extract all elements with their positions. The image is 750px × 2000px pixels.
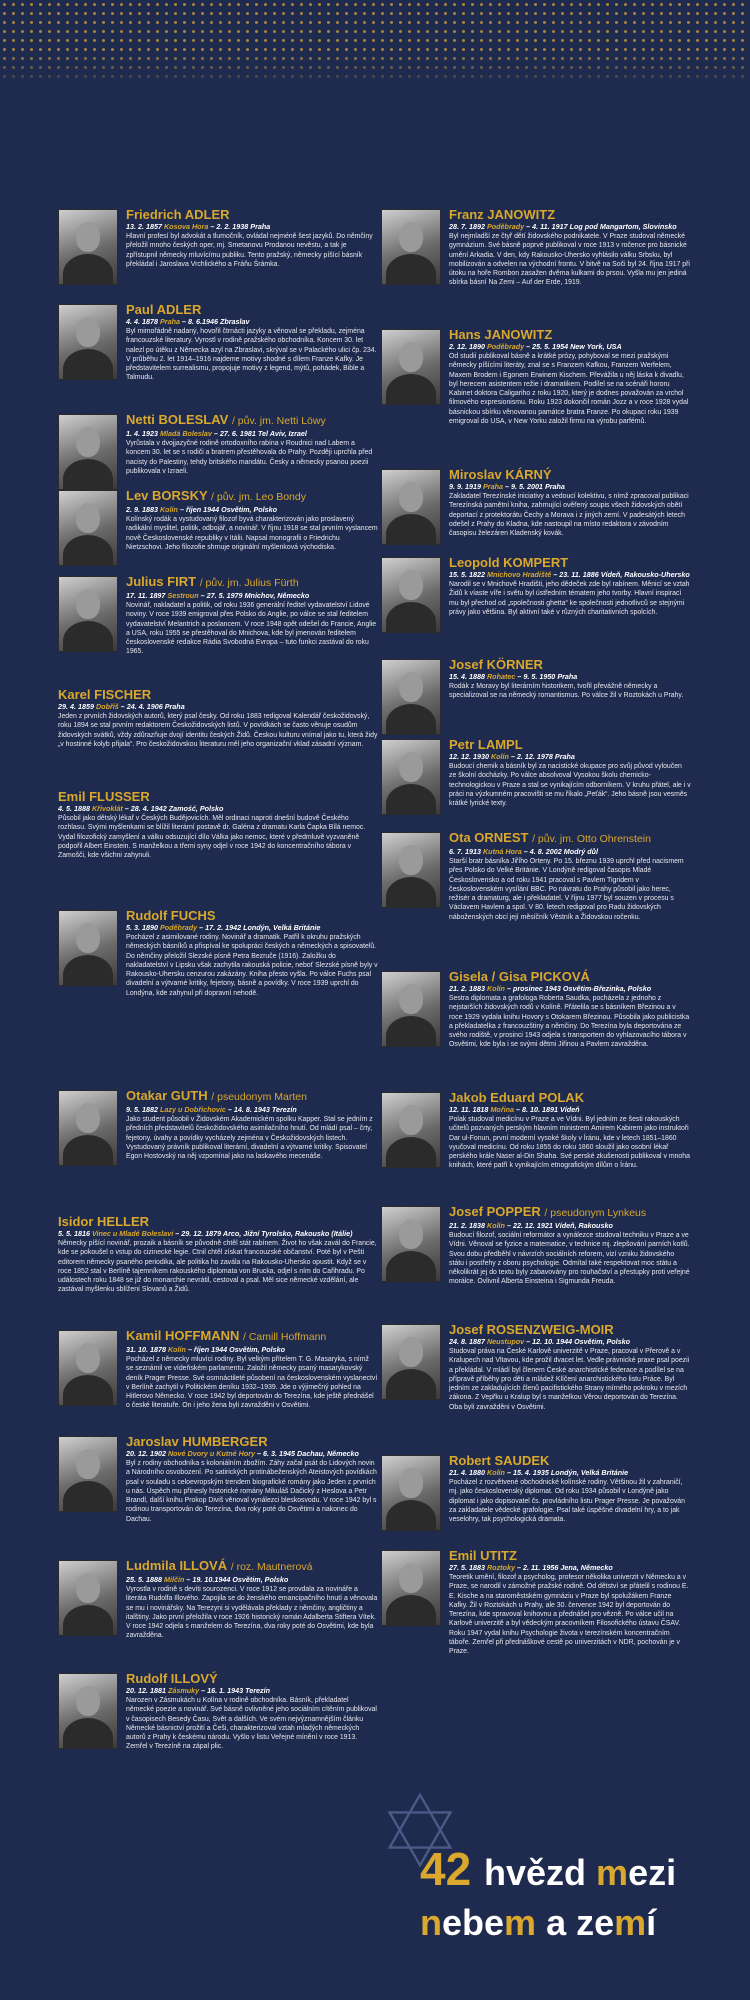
title-number: 42 [420,1843,472,1895]
life-dates: 24. 8. 1887 Neustupov – 12. 10. 1944 Osvětim, Polsko [449,1337,631,1346]
biography-entry [381,969,691,1090]
biography-text: Jeden z prvních židovských autorů, který psal česky. Od roku 1883 redigoval Kalendář českožidovský, roku 1894 se stal prvním redaktorem Českožidovských listů. V povídkách se často věnuje osudům židovských svátků, vždy zdůrazňuje dvojí identitu českých Židů. Českou kulturu vnímal jako tu, která židy „v hostinné kolyb přijala“. Pro českožidovskou literaturu měl jeho organizační vklad zásadní význam. [58,713,378,748]
biography-entry [381,830,691,969]
person-name: Gisela / Gisa PICKOVÁ [449,969,590,984]
right-column [381,207,691,1722]
person-name: Josef KÖRNER [449,657,543,672]
left-column [58,207,378,1797]
biography-text: Teoretik umění, filozof a psycholog, profesor několika univerzit v Německu a v Praze, se narodil v zámožné pražské rodině. Od dětství se přátelil s rodinou E. E. Kische a na staroměstském gymnáziu v Praze byl spolužákem Franze Kafky. Žil v Roztokách u Prahy, ale 30. července 1942 byl deportován do Terezína, kde spravoval knihovnu a přednášel pro vězně. Po válce učil na Karlově univerzitě a byl vědeckým pracovníkem Filosofického ústavu ČSAV. Roku 1947 vydal knihu Psychologie života v terezínském koncentračním táboře. Zemřel při přednáškové cestě po univerzitách v NDR, pochován je v Praze. [449,1574,689,1656]
biography-text: Německy píšící novinář, prozaik a básník se původně chtěl stát rabínem. Život ho však zavál do Francie, kde se pokoušel o vstup do cizinecké legie. Ctnil chtěl získat francouzské občanství. Poté byl v Pešti editorem německy psaného periodika, ale politika ho zavála na Rakousko-Uhersko opustit. Když se v roce 1852 stal v Berlíně tajemníkem rakouského diplomata von Brucka, odjel s ním do Cařihradu. Po událostech roku 1848 se již do monarchie nevrátil, cestoval a psal. Měl sice německé vzdělání, ale zastával myšlenku sblížení Slovanů a Židů. [58,1240,377,1294]
portrait-photo [58,1436,118,1512]
person-name: Lev BORSKY / pův. jm. Leo Bondy [126,488,306,503]
life-dates: 20. 12. 1881 Zásmuky – 16. 1. 1943 Terezín [126,1686,271,1695]
biography-entry [58,1214,378,1328]
biography-text: Sestra diplomata a grafologa Roberta Saudka, pocházela z jednoho z nejstarších židovských rodů v Kolíně. Přátelila se s básníkem Březinou a v roce 1929 vydala knihu Hovory s Otokarem Březinou. Působila jako publicistka a překladatelka z francouzštiny a němčiny. Do Terezína byla deportována ze svého rodiště, v prosinci 1943 odjela s transportem do vyhlazovacího tábora v Osvětimi, kde byla i se svými dětmi Jiřinou a Pavlem zavražděna. [449,995,690,1049]
person-alias: / roz. Mautnerová [230,1561,313,1573]
portrait-photo [58,414,118,490]
biography-entry [381,1204,691,1322]
life-dates: 6. 7. 1913 Kutná Hora – 4. 8. 2002 Modrý důl [449,847,599,856]
biography-entry [58,687,378,789]
portrait-photo [381,1092,441,1168]
portrait-photo [381,971,441,1047]
person-name: Rudolf ILLOVÝ [126,1671,218,1686]
biography-text: Pocházel z rozvětvené obchodnické kolínské rodiny. Většinou žil v zahraničí, mj. jako československý diplomat. Od roku 1934 působil v Londýně jako diplomat i jako dopisovatel čs. provládního listu Prager Presse. Je považován za zakladatele vědecké grafologie. Psal také úspěšné divadelní hry, a to jak veselohry, tak psychologická dramata. [449,1479,685,1524]
biography-text: Studoval práva na České Karlově univerzitě v Praze, pracoval v Přerově a v Kralupech nad Vltavou, kde prožil dvacet let. Vedle právnické praxe psal poezii a překládal. V mládí byl členem České anarchistické federace a podílel se na přípravě příběhy pro děti a mládež Klíčení anarchistického listu Práce. Byl jedním ze zakladujících členů pacifistického Strany mírného pokroku v mezích zákona. Z Vepřku u Kralup byl s manželkou Věrou deportován do Terezína. Oba byli zavražděni v Osvětimi. [449,1348,690,1411]
biography-entry [58,1671,378,1797]
person-name: Leopold KOMPERT [449,555,569,570]
person-name: Rudolf FUCHS [126,908,216,923]
biography-text: Budoucí filozof, sociální reformátor a vynálezce studoval techniku v Praze a ve Vídni. Věnoval se fyzice a matematice, v technice mj. zlepšování parních kotlů. Svou dobu předběhl v návrzích sociálních reforem, vizí vzniku židovského státu i postřehy z oboru psychologie. Odmítal také respektovat moc státu a několikrát jej do textu byly zabavovány pro rouhačství a přestupky proti veřejné morálce. Ovlivnil Alberta Einsteina i Sigmunda Freuda. [449,1232,690,1286]
title-line-1: hvězd mezi [484,1852,677,1893]
life-dates: 17. 11. 1897 Sestroun – 27. 5. 1979 Mnichov, Německo [126,591,310,600]
biography-entry [58,488,378,574]
person-name: Franz JANOWITZ [449,207,556,222]
person-name: Josef ROSENZWEIG-MOIR [449,1322,614,1337]
portrait-photo [381,1206,441,1282]
portrait-photo [381,1324,441,1400]
portrait-photo [58,1673,118,1749]
biography-text: Zakladatel Terezínské iniciativy a vedoucí kolektivu, s nímž zpracoval publikaci Terezínská pamětní kniha, zahrnující ověřený soupis všech židovských obětí deportací z protektorátu Čechy a Morava i z jiných zemí. V padesátých letech odešel z Prahy do Kladna, kde nastoupil na místo redaktora v závodním časopisu železáren Kladenský kovák. [449,493,689,538]
person-name: Emil UTITZ [449,1548,517,1563]
biography-entry [381,467,691,555]
life-dates: 20. 12. 1902 Nové Dvory u Kutné Hory – 6. 3. 1945 Dachau, Německo [126,1449,359,1458]
poster-title [380,1790,710,1960]
person-name: Emil FLUSSER [58,789,150,804]
life-dates: 25. 5. 1888 Milčín – 19. 10.1944 Osvětim, Polsko [126,1575,289,1584]
dot-pattern-fade [0,50,750,90]
portrait-photo [381,329,441,405]
biography-text: Novinář, nakladatel a politik, od roku 1936 generální ředitel vydavatelství Lidové noviny. V roce 1939 emigroval přes Polsko do Anglie, po válce se stal ředitelem vydavatelství Melantrich a poslancem. V roce 1948 opět odešel do Francie, Anglie a USA, roku 1955 se přestěhoval do Mnichova, kde byl jmenován ředitelem československé redakce Rádia Svobodná Evropa – tuto funkci zastával do roku 1965. [126,602,377,656]
person-name: Karel FISCHER [58,687,152,702]
biography-text: Působil jako dětský lékař v Českých Budějovicích. Měl ordinaci naproti dnešní budově Českého rozhlasu. Svými myšlenkami se blížil literární postavě dr. Galéna z dramatu Karla Čapka Bílá nemoc. Vydal filozofický zamyšlení a válku odsuzující dílo Válka jako nemoc, které v předmluvě vyzvaněně podpořil Albert Einstein. S manželkou a třemi syny odjel v roce 1942 do koncentračního tábora v Zamošči, kde všichni zahynuli. [58,815,366,860]
life-dates: 2. 12. 1890 Poděbrady – 25. 5. 1954 New York, USA [449,342,622,351]
biography-entry [381,1322,691,1453]
person-alias: / pův. jm. Otto Ohrenstein [532,833,651,845]
person-name: Otakar GUTH / pseudonym Marten [126,1088,307,1103]
portrait-photo [58,910,118,986]
biography-text: Byl z rodiny obchodníka s koloniálním zbožím. Záhy začal psát do Lidových novin a Národního osvobození. Po satirických protinábeženských Ateistových povídkách psal v souladu s celoevropským trendem biografické romány jako Jeden z prvních u nás. Úspěch mu přinesly historické romány Mikuláš Dačický z Heslova a Petr Brandl, další knihu Prokop Diviš věnoval vynálezci bleskosvodu. V roce 1942 byl s rodinou transportován do Terezína, dva roky poté do Osvětimi a nakonec do Dachau. [126,1460,377,1523]
biography-entry [381,327,691,467]
portrait-photo [58,576,118,652]
biography-entry [58,1088,378,1214]
person-name: Josef POPPER / pseudonym Lynkeus [449,1204,647,1219]
person-alias: / pseudonym Lynkeus [544,1207,647,1219]
person-name: Miroslav KÁRNÝ [449,467,552,482]
biography-text: Byl mimořádně nadaný, hovořil čtrnácti jazyky a věnoval se překladu, zejména francouzské literatury. Vyrostl v rodině pražského obchodníka. Koncem 30. let nalezl po útěku z Německa azyl na Zbraslavi, skrýval se v Palackého ulici čp. 234. V průběhu 2. let 1914–1916 najdeme motivy shodné s dílem Franze Kafky. Je představitelem surrealismu, propojuje motivy z legend, mýtů, pohádek, Bible a Talmudu. [126,328,377,382]
biography-text: Od studií publikoval básně a krátké prózy, pohyboval se mezi pražskými německy píšícími literáty, znal se s Franzem Kafkou, Franzem Werfelem, Maxem Brodem i Egonem Erwinem Kischem. Převážila u něj láska k divadlu, byl herecem asistentem režie i dramatikem. Podílel se na scénáři hororu Kabinet doktora Caligariho z roku 1920, který je dodnes považován za vrchol filmového expresionismu. Roku 1923 dokončil román Jozz a v roce 1928 vydal básnickou sbírku věnovanou památce bratra Franze. Po okupaci roku 1939 emigroval do USA, v New Yorku založil firmu na výrobu parfémů. [449,353,689,426]
person-alias: / pův. jm. Julius Fürth [199,577,299,589]
person-name: Ludmila ILLOVÁ / roz. Mautnerová [126,1558,313,1573]
biography-entry [58,412,378,488]
title-line-2: nebem a zemí [420,1902,657,1943]
biography-text: Byl nejmladší ze čtyř dětí židovského podnikatele. V Praze studoval německé gymnázium. Své básně poprvé publikoval v roce 1913 v ročence pro básnické umění Arkadia. V den, kdy Rakousko-Uhersko vyhlásilo válku Srbsku, byl mobilizován a odvelen na východní frontu. V bitvě na Soči byl 24. října 1917 při útoku na hoře Rombon zasažen dvěma kulkami do prsou. Vyšla mu jen jediná sbírka básní Na Zemi – Auf der Erde, 1919. [449,233,690,287]
life-dates: 29. 4. 1859 Dobříš – 24. 4. 1906 Praha [58,702,185,711]
life-dates: 2. 9. 1883 Kolín – říjen 1944 Osvětim, Polsko [126,505,278,514]
biography-entry [381,1548,691,1722]
person-name: Julius FIRT / pův. jm. Julius Fürth [126,574,299,589]
life-dates: 4. 4. 1878 Praha – 8. 6.1946 Zbraslav [126,317,250,326]
life-dates: 21. 2. 1883 Kolín – prosinec 1943 Osvětim-Březinka, Polsko [449,984,652,993]
person-name: Robert SAUDEK [449,1453,550,1468]
life-dates: 15. 4. 1888 Rohatec – 9. 5. 1950 Praha [449,672,578,681]
biography-entry [58,789,378,908]
biography-entry [381,1090,691,1204]
biography-entry [381,207,691,327]
biography-text: Starší bratr básníka Jiřího Orteny. Po 15. březnu 1939 uprchl před nacismem přes Polsko do Velké Británie. V Londýně redigoval časopis Mladé Československo a od roku 1941 pracoval s Pavlem Tigridem v československém vysílání BBC. Po návratu do Prahy působil jako herec, režisér a dramaturg, ale i překladatel. V říjnu 1977 byl souzen v procesu s Václavem Havlem a spol. V 80. letech redigoval pro Radu židovských náboženských obcí její měsíčník Věstník a Židovskou ročenku. [449,858,684,921]
biography-entry [381,657,691,737]
biography-entry [58,207,378,302]
portrait-photo [381,469,441,545]
biography-text: Polak studoval medicínu v Praze a ve Vídni. Byl jedním ze šesti rakouských učitelů pozvaných perským hlavním ministrem Amirem Kabirem jako instruktoři Dar ul-Fonun, první moderní vysoké školy v Íránu, kde v letech 1851–1860 vyučoval medicínu. Od roku 1855 do roku 1860 sloužil jako osobní lékař perského krále Naser al-Din Shaha. Své perské zkušenosti publikoval v mnoha knihách, které patří k vynikajícím etnografickým dílům o Íránu. [449,1116,690,1170]
life-dates: 5. 5. 1816 Vinec u Mladé Boleslavi – 29. 12. 1879 Arco, Jižní Tyrolsko, Rakousko (Itálie) [58,1229,353,1238]
person-name: Paul ADLER [126,302,202,317]
biography-text: Narodil se v Mnichově Hradišti, jeho dědeček zde byl rabínem. Měnicí se vztah Židů k víaste víře i světu byl ústředním tématem jeho tvorby. Hlavní inspirací mu byl přechod od „společnosti ghetta“ ke společnosti jednotlivců se stejnými právy jako většina. Byl aktivní také v různých charitativních spolcích. [449,581,690,616]
person-name: Petr LAMPL [449,737,523,752]
portrait-photo [381,1550,441,1626]
life-dates: 21. 4. 1880 Kolín – 15. 4. 1935 Londýn, Velká Británie [449,1468,629,1477]
life-dates: 9. 9. 1919 Praha – 9. 5. 2001 Praha [449,482,565,491]
biography-text: Hlavní profesí byl advokát a tlumočník, ovládal nejméně šest jazyků. Do němčiny přeložil mnoho českých oper, mj. Smetanovu Prodanou nevěstu, a tak je zpřístupnil německy mluvícímu publiku. Tento pražský, německy píšící básník překládal i Jaroslava Vrchlického a Fráňu Šrámka. [126,233,373,268]
life-dates: 5. 3. 1890 Poděbrady – 17. 2. 1942 Londýn, Velká Británie [126,923,321,932]
biography-text: Vyrůstala v dvojjazyčné rodině ortodoxního rabína v Roudnici nad Labem a koncem 30. let se s rodiči a bratrem přestěhovala do Prahy. Později uprchla před nacisty do Palestiny, tehdy britského mandátu. Česky a německy psanou poezii publikovala v Izraeli. [126,440,373,475]
life-dates: 21. 2. 1838 Kolín – 22. 12. 1921 Vídeň, Rakousko [449,1221,613,1230]
biography-entry [58,302,378,412]
portrait-photo [58,490,118,566]
biography-text: Rodák z Moravy byl literárním historikem, tvořil převážně německy a specializoval se na německý romantismus. Po válce žil v Roztokách u Prahy. [449,683,684,700]
biography-entry [58,908,378,1088]
life-dates: 12. 12. 1930 Kolín – 2. 12. 1978 Praha [449,752,575,761]
life-dates: 31. 10. 1878 Kolín – říjen 1944 Osvětim, Polsko [126,1345,286,1354]
life-dates: 12. 11. 1818 Mořina – 8. 10. 1891 Vídeň [449,1105,580,1114]
biography-entry [381,1453,691,1548]
person-name: Ota ORNEST / pův. jm. Otto Ohrenstein [449,830,651,845]
biography-text: Pocházel z německy mluvící rodiny. Byl velkým přítelem T. G. Masaryka, s nímž se seznámil ve vídeňském parlamentu. Založil německy psaný masarykovský deník Prager Presse. Své osmnáctileté působení na československém vyslanectví v Berlíně zachytil v Politickém deníku 1932–1939. Jde o výjimečný pohled na Hitlerovo Německo. V roce 1942 byl deportován do Terezína, kde ještě přednášel o české literatuře. On i jeho žena byli zavražděni v Osvětimi. [126,1356,378,1410]
portrait-photo [381,1455,441,1531]
person-alias: / pseudonym Marten [211,1091,307,1103]
person-name: Hans JANOWITZ [449,327,553,342]
biography-text: Kolínský rodák a vystudovaný filozof byvá charakterizován jako proslavený radikální myslitel, politik, odbojář, a novinář. V říjnu 1918 se stal prvním vyslancem nově Československé republiky v Itálii. Napsal monografii o Friedrichu Nietzschovi. Jeho filozofie shrnuje originální myšlenková východiska. [126,516,378,551]
biography-text: Narozen v Zásmukách u Kolína v rodině obchodníka. Básník, překladatel německé poezie a novinář. Své básně ovlivněné jeho sociálním cítěním publikoval v časopisech Besedy Času, Svět a dalších. Ve svém nejvýznamnějším článku Německé básnictví prožití a Češi, charakterizoval vztah mladých německých autorů z Prahy k českému národu. Vyšlo v listu Veřejné mínění v roce 1913. Zemřel v Terezíně na zápal plic. [126,1697,377,1751]
biography-text: Pocházel z asimilované rodiny. Novinář a dramatik. Patřil k okruhu pražských německých básníků a přispíval ke spolupráci českých a německých a spisovatelů. Do němčiny přeložil Slezské písně Petra Bezruče (1916). Založku do nakladatelství v Lipsku však zachytila rakouská policie, neboť Slezské písně byly v Rakousko-Uhersku cenzurou zakázány. Kniha přesto vyšla. Po válce Fuchs psal divadelní a výtvarné kritiky, fejetony, básně a povídky. V roce 1939 uprchl do Londýna, kde zahynul při dopravní nehodě. [126,934,378,997]
person-name: Netti BOLESLAV / pův. jm. Netti Löwy [126,412,326,427]
biography-text: Vyrostla v rodině s devíti sourozenci. V roce 1912 se provdala za novináře a literáta Rudolfa Illového. Zapojila se do ženského emancipačního hnutí a věnovala se mu i novinářsky. Na Terezyni si vydělávala překlady z němčiny, angličtiny a italštiny. Jako první přeložila v roce 1926 historický román Adalberta Stiftera Vítek. V roce 1942 odjela s manželem do Terezína, dva roky poté do Osvětimi, kde byla zavražděna. [126,1586,378,1640]
portrait-photo [58,1090,118,1166]
life-dates: 28. 7. 1892 Poděbrady – 4. 11. 1917 Log pod Mangartom, Slovinsko [449,222,677,231]
person-name: Kamil HOFFMANN / Camill Hoffmann [126,1328,327,1343]
person-name: Isidor HELLER [58,1214,150,1229]
biography-entry [381,555,691,657]
life-dates: 15. 5. 1822 Mnichovo Hradiště – 23. 11. 1886 Vídeň, Rakousko-Uhersko [449,570,690,579]
portrait-photo [58,209,118,285]
person-name: Jakob Eduard POLAK [449,1090,585,1105]
biography-entry [58,1434,378,1558]
portrait-photo [58,1560,118,1636]
biography-entry [58,1558,378,1671]
person-alias: / pův. jm. Netti Löwy [231,415,326,427]
life-dates: 13. 2. 1857 Kosova Hora – 2. 2. 1938 Praha [126,222,271,231]
portrait-photo [381,557,441,633]
life-dates: 4. 5. 1888 Křivoklát – 28. 4. 1942 Zamość, Polsko [58,804,224,813]
portrait-photo [58,304,118,380]
life-dates: 27. 5. 1883 Roztoky – 2. 11. 1956 Jena, Německo [449,1563,613,1572]
biography-text: Budoucí chemik a básník byl za nacistické okupace pro svůj původ vyloučen ze školní docházky. Po válce absolvoval Vysokou školu chemicko-technologickou v Praze a stal se vynikajícím odborníkem. V kruhu přátel, ale i v práci na výzkumném pracovišti se mu říkalo „Peťák“. Jeho básně jsou vesměs krátké lyrické texty. [449,763,691,808]
biography-entry [58,1328,378,1434]
person-name: Friedrich ADLER [126,207,230,222]
biography-entry [381,737,691,830]
biography-text: Jako student působil v Židovském Akademickém spolku Kapper. Stal se jedním z předních představitelů českožidovského asimilačního hnutí. Od mládí psal – črty, fejetony, úvahy a povídky vycházely zejména v Českožidovských listech. Vystudovaný právník publikoval literární, divadelní a výtvarné kritiky. Spisovatel Egon Hostovský na něj vzpomínal jako na laskavého mecenáše. [126,1116,373,1161]
portrait-photo [381,659,441,735]
biography-entry [58,574,378,687]
life-dates: 9. 5. 1882 Lazy u Dobřichovic – 14. 8. 1943 Terezín [126,1105,297,1114]
portrait-photo [58,1330,118,1406]
person-alias: / pův. jm. Leo Bondy [211,491,306,503]
portrait-photo [381,832,441,908]
person-name: Jaroslav HUMBERGER [126,1434,268,1449]
portrait-photo [381,209,441,285]
portrait-photo [381,739,441,815]
life-dates: 1. 4. 1923 Mladá Boleslav – 27. 6. 1981 Tel Aviv, Izrael [126,429,307,438]
person-alias: / Camill Hoffmann [243,1331,327,1343]
